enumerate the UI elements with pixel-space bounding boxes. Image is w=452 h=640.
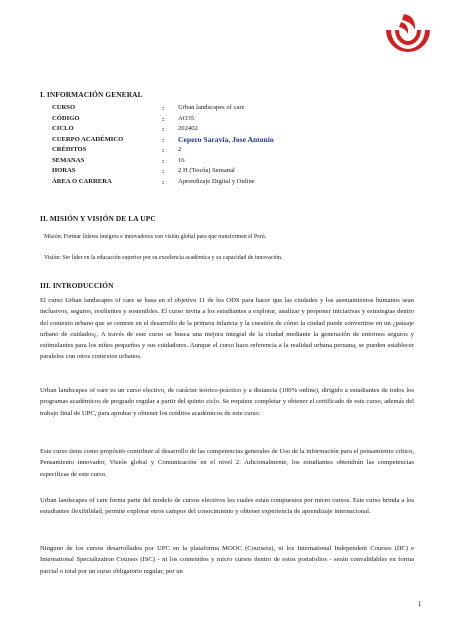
info-value: AO35 (178, 114, 195, 122)
info-key: HORAS (52, 167, 76, 174)
info-colon: : (162, 178, 165, 186)
info-key: CRÉDITOS (52, 146, 87, 153)
upc-logo-icon (382, 10, 434, 62)
intro-paragraph-2: Urban landscapes of care es un curso electivo, de carácter teórico-práctico y a distancia (100% online), dirigido a estudiantes de todos los programas académicos de pregrado regular a partir del quinto ciclo. Se requiere completar y obtener el certificado de este curso, además del trabajo final de UPC, para aprobar y obtener los créditos académicos de este curso. (40, 387, 414, 417)
intro-paragraph-3: Este curso tiene como propósito contribuir al desarrollo de las competencias generales de Uso de la información para el pensamiento crítico, Pensamiento innovador, Visión global y Comunicación en el nivel 2. Adicionalmente, los estudiantes obtendrán las competencias específicas de este curso. (40, 448, 414, 478)
info-row-creditos (52, 146, 352, 157)
info-key: CURSO (52, 104, 76, 111)
info-key: CÓDIGO (52, 114, 80, 122)
info-key: SEMANAS (52, 156, 85, 164)
info-value: 2 H (Teoría) Semanal (178, 167, 235, 174)
info-row-semanas (52, 157, 352, 168)
info-colon: : (162, 126, 165, 133)
section-heading-mision-vision: II. MISIÓN Y VISIÓN DE LA UPC (40, 214, 156, 223)
info-key: CICLO (52, 125, 74, 132)
info-row-area (52, 178, 352, 189)
info-colon: : (162, 157, 165, 165)
info-colon: : (162, 136, 165, 144)
section-heading-introduccion: III. INTRODUCCIÓN (40, 281, 114, 290)
vision-text: Visión: Ser líder en la educación superior por su excelencia académica y su capacidad de innovación. (44, 255, 283, 261)
page-number: 1 (418, 601, 422, 608)
info-value: Aprendizaje Digital y Online (178, 177, 255, 185)
intro-paragraph-5: Ninguno de los cursos desarrollados por UPC en la plataforma MOOC (Coursera), ni los International Independent Courses (IIC) e International Specialization Courses (ISC) - ni los contenidos y micro cursos dentro de estos portafolios - serán convalidables en forma parcial o total por un curso obligatorio regular, por un (40, 545, 414, 575)
info-colon: : (162, 168, 165, 175)
info-colon: : (162, 147, 165, 154)
info-value: Urban landscapes of care (178, 104, 245, 111)
info-row-horas (52, 167, 352, 178)
info-colon: : (162, 115, 165, 123)
info-value: 2 (178, 146, 182, 153)
instructor-name: Cepero Saravia, Jose Antonio (178, 134, 274, 144)
info-row-cuerpo-academico (52, 136, 352, 147)
intro-paragraph-4: Urban landscapes of care forma parte del modelo de cursos electivos los cuales están compuestos por micro cursos. Este curso brinda a los estudiantes flexibilidad, permite explorar otros campos del conocimiento y obtener experiencia de aprendizaje internacional. (40, 497, 414, 516)
section-heading-info: I. INFORMACIÓN GENERAL (40, 90, 143, 99)
info-key: ÁREA O CARRERA (52, 177, 112, 185)
mission-text: Misión: Formar líderes íntegros e innovadores con visión global para que transformen el Perú. (44, 234, 267, 240)
info-value: 202402 (178, 125, 198, 132)
info-row-curso (52, 104, 352, 115)
course-info-table (52, 104, 352, 188)
intro-paragraph-1: El curso Urban landscapes of care se basa en el objetivo 11 de los ODS para hacer que las ciudades y los asentamientos humanos sean inclusivos, seguros, resilientes y sostenibles. El curso invita a los estudiantes a explorar, analizar y proponer iniciativas y estrategias dentro del contexto urbano que se centren en el desarrollo de la primera infancia y la cuestión de cómo la ciudad puede convertirse en un ¿paisaje urbano de cuidados¿. A través de este curso se busca una mejora integral de la ciudad mediante la generación de entornos seguros y estimulantes para los niños pequeños y sus cuidadores. Aunque el curso hace referencia a la realidad urbana peruana, se pueden establecer paralelos con otros contextos urbanos. (40, 297, 414, 361)
info-key: CUERPO ACADÉMICO (52, 135, 124, 143)
info-colon: : (162, 105, 165, 112)
info-row-codigo (52, 115, 352, 126)
info-value: 16 (178, 156, 185, 164)
